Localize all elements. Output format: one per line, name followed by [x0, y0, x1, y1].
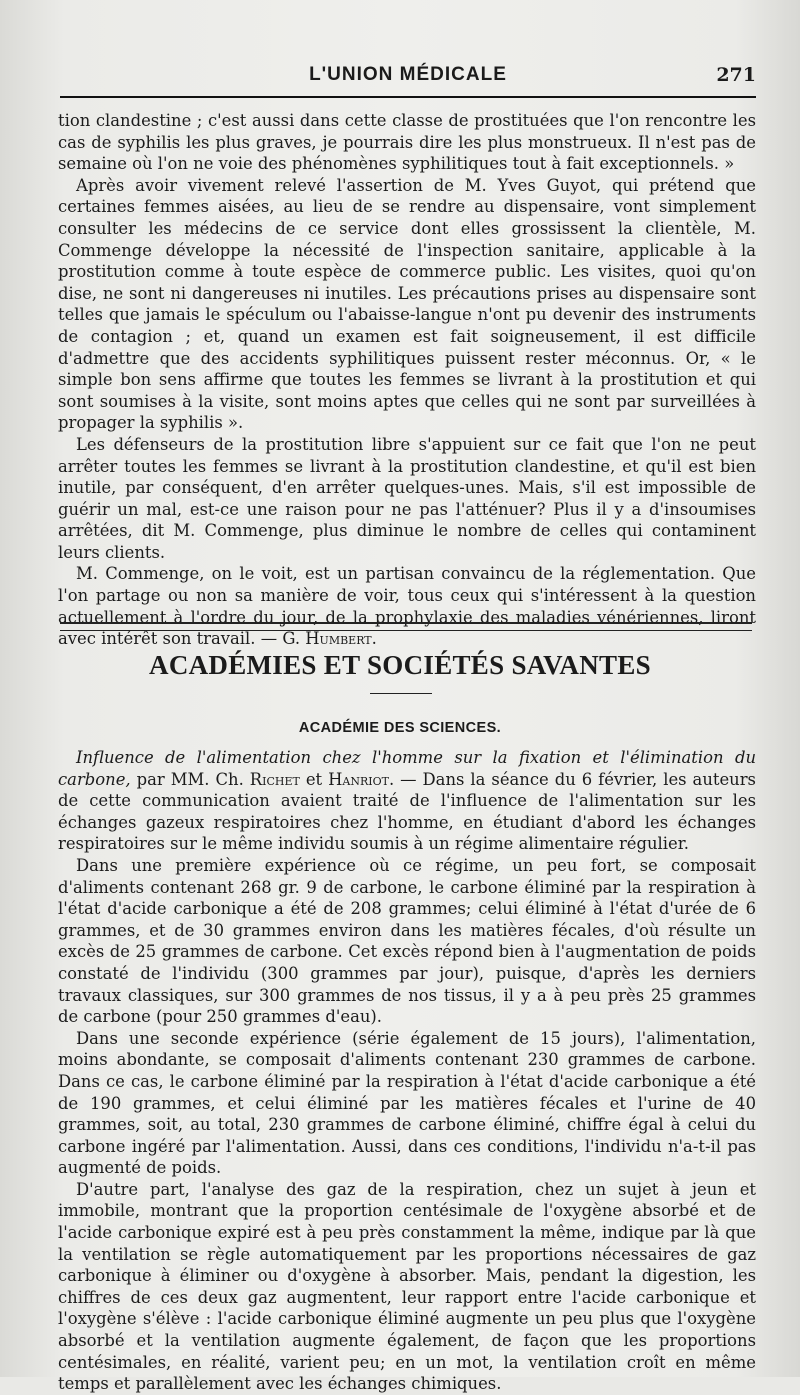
lead-rest: . — Dans la séance du 6 février, les auteurs de cette communication avaient traité de l'influence de l'alimentation sur les échanges gazeux respiratoires chez l'homme, en étudiant d'abord les échanges respiratoires sur le même individu soumis à un régime alimentaire régulier. — [58, 769, 756, 854]
paragraph-7: D'autre part, l'analyse des gaz de la respiration, chez un sujet à jeun et immobile, montrant que la proportion centésimale de l'oxygène absorbé et de l'acide carbonique expiré est à peu près constamment la même, indique par là que la ventilation se règle automatiquement par les proportions nécessaires de gaz carbonique à éliminer ou d'oxygène à absorber. Mais, pendant la digestion, les chiffres de ces deux gaz augmentent, leur rapport entre l'acide carbonique et l'oxygène s'élève : l'acide carbonique éliminé augmente un peu plus que l'oxygène absorbé et la ventilation augmente également, de façon que les proportions centésimales, en réalité, varient peu; en un mot, la ventilation croît en même temps et parallèlement avec les échanges chimiques. — [58, 1179, 756, 1394]
paragraph-3: Les défenseurs de la prostitution libre s'appuient sur ce fait que l'on ne peut arrêter toutes les femmes se livrant à la prostitution clandestine, et qu'il est bien inutile, par conséquent, d'en arrêter quelques-unes. Mais, s'il est impossible de guérir un mal, est-ce une raison pour ne pas l'atténuer? Plus il y a d'insoumises arrêtées, dit M. Commenge, plus diminue le nombre de celles qui contaminent leurs clients. — [58, 434, 756, 562]
section-divider — [60, 622, 752, 631]
author-hanriot: Hanriot — [328, 769, 389, 789]
lead-by: par MM. Ch. — [130, 769, 250, 789]
paragraph-4-text: M. Commenge, on le voit, est un partisan convaincu de la réglementation. Que l'on partage ou non sa manière de voir, tous ceux qui s'intéressent à la question actuellement à l'ordre du jour, de la prophylaxie des maladies vénériennes, liront avec intérêt son travail. — [58, 564, 756, 649]
paragraph-6: Dans une seconde expérience (série également de 15 jours), l'alimentation, moins abondante, se composait d'aliments contenant 230 grammes de carbone. Dans ce cas, le carbone éliminé par la respiration à l'état d'acide carbonique a été de 190 grammes, et celui éliminé par les matières fécales et l'urine de 40 grammes, soit, au total, 230 grammes de carbone éliminé, chiffre égal à celui du carbone ingéré par l'alimentation. Aussi, dans ces conditions, l'individu n'a-t-il pas augmenté de poids. — [58, 1028, 756, 1178]
lead-and: et — [299, 769, 329, 789]
article-continuation — [58, 110, 756, 650]
title-underline — [370, 693, 432, 694]
paragraph-5: Dans une première expérience où ce régime, un peu fort, se composait d'aliments contenant 268 gr. 9 de carbone, le carbone éliminé par la respiration à l'état d'acide carbonique a été de 208 grammes; celui éliminé à l'état d'urée de 6 grammes, et de 30 grammes environ dans les matières fécales, d'où résulte un excès de 25 grammes de carbone. Cet excès répond bien à l'augmentation de poids constaté de l'individu (300 grammes par jour), puisque, d'après les derniers travaux classiques, sur 300 grammes de nos tissus, il y a à peu près 25 grammes de carbone (pour 250 grammes d'eau). — [58, 855, 756, 1027]
section-title: ACADÉMIES ET SOCIÉTÉS SAVANTES — [149, 650, 651, 680]
subsection-title: ACADÉMIE DES SCIENCES. — [298, 720, 502, 736]
running-title: L'UNION MÉDICALE — [309, 64, 507, 85]
page-header — [60, 60, 756, 100]
signature-prefix: — G. — [255, 629, 306, 649]
header-rule — [60, 96, 756, 98]
lead-title: Influence de l'alimentation chez l'homme sur la fixation et l'élimination du carbone, — [58, 748, 756, 789]
author-richet: Richet — [249, 769, 300, 789]
paragraph-2: Après avoir vivement relevé l'assertion de M. Yves Guyot, qui prétend que certaines femmes aisées, au lieu de se rendre au dispensaire, vont simplement consulter les médecins de ce service dont elles grossissent la clientèle, M. Commenge développe la nécessité de l'inspection sanitaire, applicable à la prostitution comme à toute espèce de commerce public. Les visites, quoi qu'on dise, ne sont ni dangereuses ni inutiles. Les précautions prises au dispensaire sont telles que jamais le spéculum ou l'abaisse-langue n'ont pu devenir des instruments de contagion ; et, quand un examen est fait soigneusement, il est difficile d'admettre que des accidents syphilitiques puissent rester méconnus. Or, « le simple bon sens affirme que toutes les femmes se livrant à la prostitution et qui sont soumises à la visite, sont moins aptes que celles qui ne sont par surveillées à propager la syphilis ». — [58, 175, 756, 433]
signature-name: Humbert. — [305, 629, 377, 649]
paragraph-4 — [58, 563, 756, 649]
lead-paragraph — [58, 747, 756, 855]
academy-report — [58, 747, 756, 1395]
page-number: 271 — [716, 64, 756, 86]
paragraph-1: tion clandestine ; c'est aussi dans cette classe de prostituées que l'on rencontre les cas de syphilis les plus graves, je pourrais dire les plus monstrueux. Il n'est pas de semaine où l'on ne voie des phénomènes syphilitiques tout à fait exceptionnels. » — [58, 111, 756, 174]
